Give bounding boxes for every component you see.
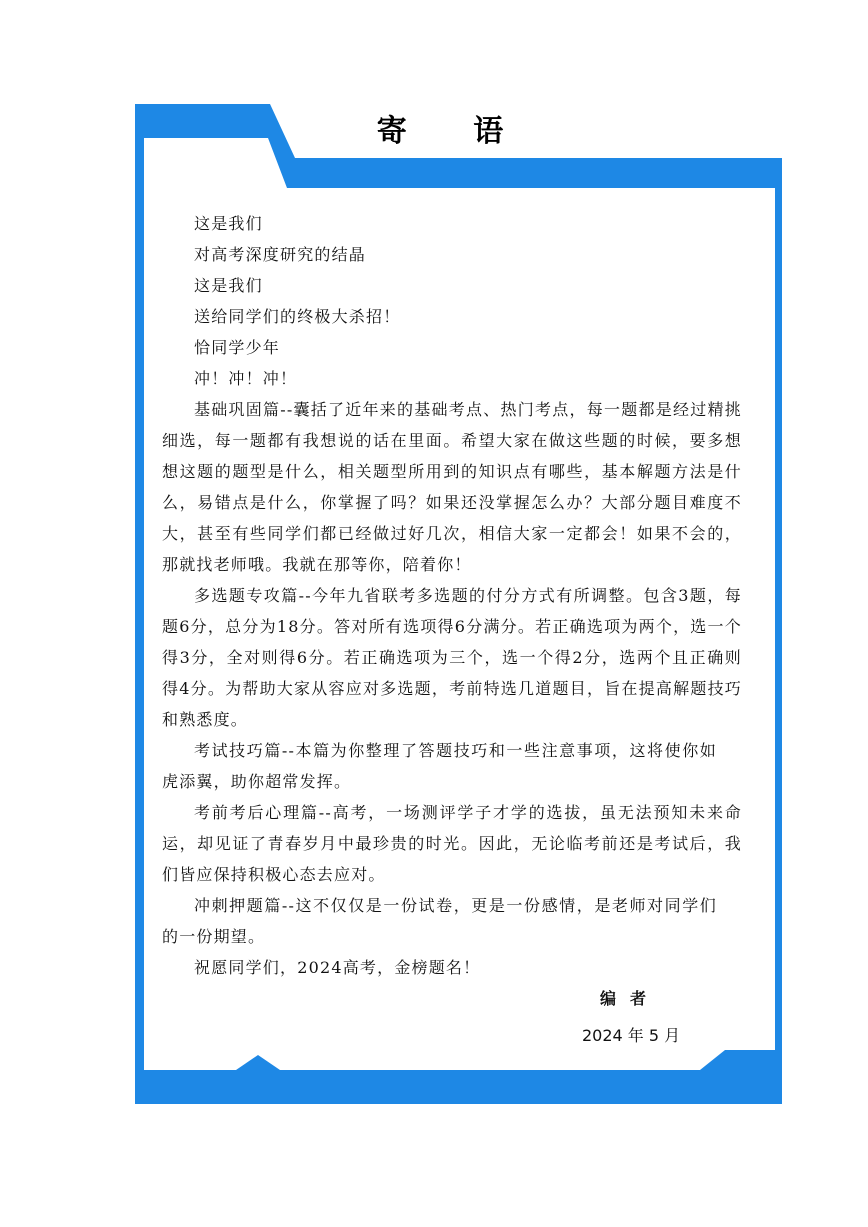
date: 2024 年 5 月	[582, 1026, 681, 1045]
intro-line: 对高考深度研究的结晶	[194, 245, 367, 264]
letter-body	[162, 208, 742, 983]
intro-line: 冲！冲！冲！	[194, 369, 298, 388]
paragraph-multiple-choice: 多选题专攻篇--今年九省联考多选题的付分方式有所调整。包含3题，每题6分，总分为18分。答对所有选项得6分满分。若正确选项为两个，选一个得3分，全对则得6分。若正确选项为三个，选一个得2分，选两个且正确则得4分。为帮助大家从容应对多选题，考前特选几道题目，旨在提高解题技巧和熟悉度。	[162, 586, 742, 729]
paragraph-sprint: 冲刺押题篇--这不仅仅是一份试卷，更是一份感情，是老师对同学们的一份期望。	[162, 896, 717, 946]
page-title: 寄 语	[376, 114, 532, 149]
paragraph-exam-skills: 考试技巧篇--本篇为你整理了答题技巧和一些注意事项，这将使你如虎添翼，助你超常发挥。	[162, 741, 717, 791]
paragraph-wishes: 祝愿同学们，2024高考，金榜题名！	[194, 958, 481, 977]
paragraph-basics: 基础巩固篇--囊括了近年来的基础考点、热门考点，每一题都是经过精挑细选，每一题都有我想说的话在里面。希望大家在做这些题的时候，要多想想这题的题型是什么，相关题型所用到的知识点有哪些，基本解题方法是什么，易错点是什么，你掌握了吗？如果还没掌握怎么办？大部分题目难度不大，甚至有些同学们都已经做过好几次，相信大家一定都会！如果不会的，那就找老师哦。我就在那等你，陪着你！	[162, 400, 742, 574]
intro-line: 这是我们	[194, 276, 263, 295]
intro-line: 这是我们	[194, 214, 263, 233]
signature: 编者	[600, 989, 661, 1008]
intro-line: 恰同学少年	[194, 338, 281, 357]
paragraph-psychology: 考前考后心理篇--高考，一场测评学子才学的选拔，虽无法预知未来命运，却见证了青春岁月中最珍贵的时光。因此，无论临考前还是考试后，我们皆应保持积极心态去应对。	[162, 803, 742, 884]
frame-notch-left	[135, 104, 144, 138]
intro-line: 送给同学们的终极大杀招！	[194, 307, 401, 326]
